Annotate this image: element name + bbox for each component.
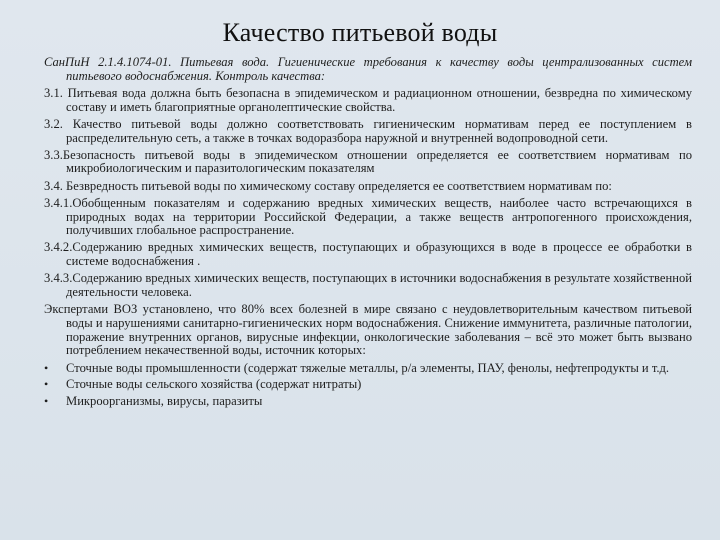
slide-title: Качество питьевой воды [222, 18, 498, 47]
clause-3-4-3: 3.4.3.Содержанию вредных химических веществ, поступающих в источники водоснабжения в результате хозяйственной деятельности человека. [44, 271, 692, 300]
clause-3-4-2: 3.4.2.Содержанию вредных химических веществ, поступающих и образующихся в воде в процессе ее обработки в системе водоснабжения . [44, 240, 692, 269]
pollution-sources-list [44, 362, 692, 409]
clause-3-2: 3.2. Качество питьевой воды должно соответствовать гигиеническим нормативам перед ее поступлением в распределительную сеть, а также в точках водоразбора наружной и внутренней водопроводной сети. [44, 116, 692, 145]
list-item-text: Микроорганизмы, вирусы, паразиты [66, 393, 263, 408]
who-statement: Экспертами ВОЗ установлено, что 80% всех болезней в мире связано с неудовлетворительным качеством питьевой воды и нарушениями санитарно-гигиенических норм водоснабжения. Снижение иммунитета, различные патологии, поражение внутренних органов, вирусные инфекции, онкологические заболевания – всё это может быть вызвано потреблением некачественной воды, источник которых: [44, 302, 692, 358]
regulation-heading: СанПиН 2.1.4.1074-01. Питьевая вода. Гигиенические требования к качеству воды централизованных систем питьевого водоснабжения. Контроль качества: [44, 55, 692, 83]
clause-3-4: 3.4. Безвредность питьевой воды по химическому составу определяется ее соответствием нормативам по: [44, 178, 612, 193]
bullet-icon: • [44, 360, 49, 375]
list-item-text: Сточные воды сельского хозяйства (содержат нитраты) [66, 377, 362, 392]
slide-body [44, 56, 692, 412]
bullet-icon: • [44, 393, 49, 408]
list-item-text: Сточные воды промышленности (содержат тяжелые металлы, р/а элементы, ПАУ, фенолы, нефтепродукты и т.д. [66, 360, 670, 375]
clause-3-4-1: 3.4.1.Обобщенным показателям и содержанию вредных химических веществ, наиболее часто встречающихся в природных водах на территории Российской Федерации, а также веществ антропогенного происхождения, получивших глобальное распространение. [44, 195, 692, 238]
bullet-icon: • [44, 377, 49, 392]
list-item [44, 395, 692, 409]
list-item [44, 362, 692, 376]
list-item [44, 378, 692, 392]
clause-3-1: 3.1. Питьевая вода должна быть безопасна в эпидемическом и радиационном отношении, безвредна по химическому составу и иметь благоприятные органолептические свойства. [44, 85, 692, 114]
clause-3-3: 3.3.Безопасность питьевой воды в эпидемическом отношении определяется ее соответствием нормативам по микробиологическим и паразитологическим показателям [44, 147, 692, 176]
